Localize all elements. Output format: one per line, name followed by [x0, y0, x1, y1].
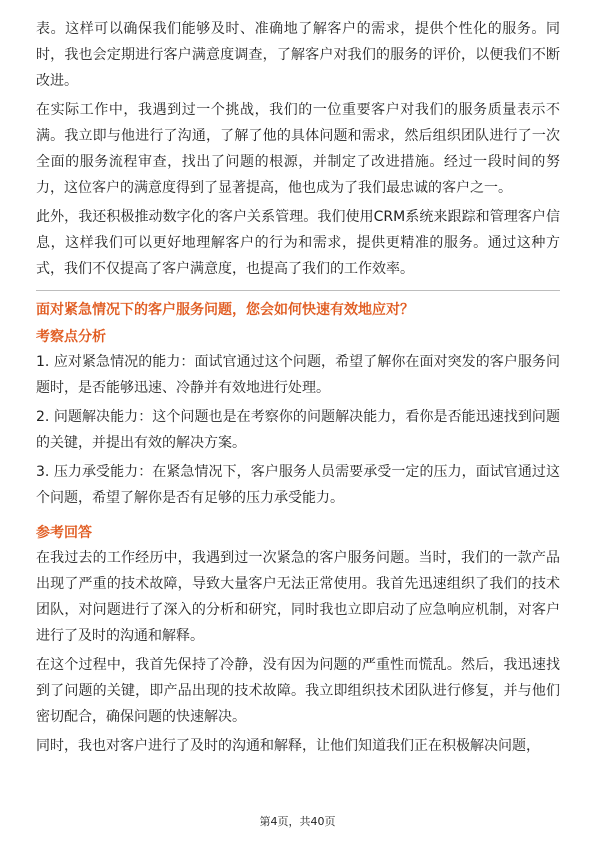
document-page: [36, 16, 560, 762]
answer-paragraph-3: 同时，我也对客户进行了及时的沟通和解释，让他们知道我们正在积极解决问题，: [36, 738, 540, 754]
analysis-title: 考察点分析: [36, 329, 106, 345]
answer-paragraph-2: 在这个过程中，我首先保持了冷静，没有因为问题的严重性而慌乱。然后，我迅速找到了问题的关键，即产品出现的技术故障。我立即组织技术团队进行修复，并与他们密切配合，确保问题的快速解决。: [36, 657, 560, 725]
question-heading: 面对紧急情况下的客户服务问题，您会如何快速有效地应对？: [36, 302, 414, 318]
analysis-item-3: 3. 压力承受能力：在紧急情况下，客户服务人员需要承受一定的压力，面试官通过这个问题，希望了解你是否有足够的压力承受能力。: [36, 464, 560, 506]
intro-paragraph-1: 表。这样可以确保我们能够及时、准确地了解客户的需求，提供个性化的服务。同时，我也会定期进行客户满意度调查，了解客户对我们的服务的评价，以便我们不断改进。: [36, 21, 560, 89]
answer-paragraph-1: 在我过去的工作经历中，我遇到过一次紧急的客户服务问题。当时，我们的一款产品出现了严重的技术故障，导致大量客户无法正常使用。我首先迅速组织了我们的技术团队，对问题进行了深入的分析和研究，同时我也立即启动了应急响应机制，对客户进行了及时的沟通和解释。: [36, 550, 560, 644]
analysis-item-1: 1. 应对紧急情况的能力：面试官通过这个问题，希望了解你在面对突发的客户服务问题时，是否能够迅速、冷静并有效地进行处理。: [36, 354, 560, 396]
answer-title: 参考回答: [36, 525, 92, 541]
section-divider: [36, 290, 560, 291]
intro-paragraph-2: 在实际工作中，我遇到过一个挑战，我们的一位重要客户对我们的服务质量表示不满。我立即与他进行了沟通，了解了他的具体问题和需求，然后组织团队进行了一次全面的服务流程审查，找出了问题的根源，并制定了改进措施。经过一段时间的努力，这位客户的满意度得到了显著提高，他也成为了我们最忠诚的客户之一。: [36, 102, 560, 196]
intro-paragraph-3: 此外，我还积极推动数字化的客户关系管理。我们使用CRM系统来跟踪和管理客户信息，这样我们可以更好地理解客户的行为和需求，提供更精准的服务。通过这种方式，我们不仅提高了客户满意度，也提高了我们的工作效率。: [36, 209, 560, 277]
page-number-footer: 第4页，共40页: [259, 815, 336, 828]
analysis-item-2: 2. 问题解决能力：这个问题也是在考察你的问题解决能力，看你是否能迅速找到问题的关键，并提出有效的解决方案。: [36, 409, 560, 451]
